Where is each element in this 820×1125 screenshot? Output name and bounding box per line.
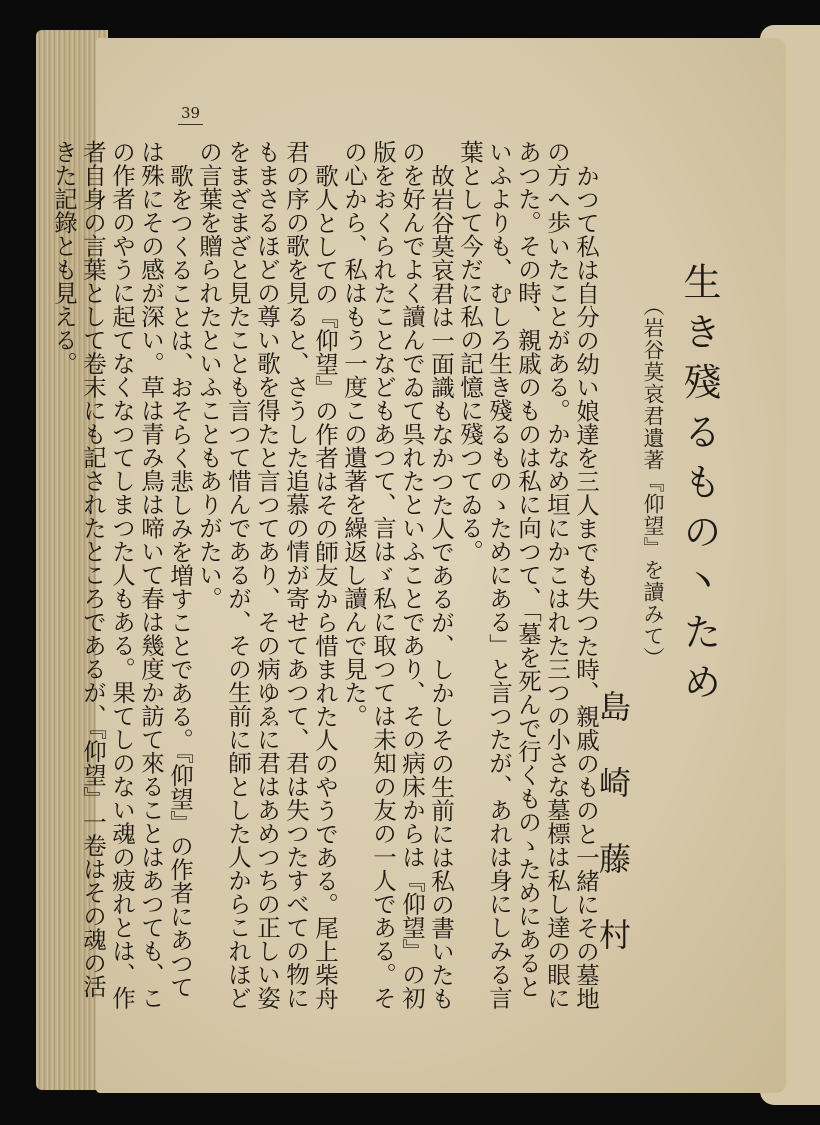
essay-title: 生き殘るもの丶ため	[677, 262, 721, 712]
author-name: 島崎藤村	[594, 690, 632, 994]
paragraph-4: 歌をつくることは、おそらく悲しみを増すことである。『仰望』の作者にあつては殊にその感が深い。草は青み鳥は啼いて春は幾度か訪て來ることはあつても、この作者のやうに起てなくなつてしまつた人もある。果てしのない魂の疲れとは、作者自身の言葉として卷末にも記されたところであるが、『仰望』一卷はその魂の活きた記錄とも見える。	[50, 140, 194, 1010]
paragraph-1: かつて私は自分の幼い娘達を三人までも失つた時、親戚のものと一緒にその墓地の方へ歩いたことがある。かなめ垣にかこはれた三つの小さな墓標は私し達の眼にあつた。その時、親戚のものは私に向つて、「墓を死んで行くものゝためにあるといふよりも、むしろ生き殘るものゝためにある」と言つたが、あれは身にしみる言葉として今だに私の記憶に殘つてゐる。	[456, 140, 600, 1010]
essay-subtitle: （岩谷莫哀君遺著『仰望』を讀みて）	[641, 295, 665, 669]
essay-body	[50, 140, 600, 1020]
paragraph-2: 故岩谷莫哀君は一面識もなかつた人であるが、しかしその生前には私の書いたものを好んでよく讀んでゐて呉れたといふことであり、その病床からは『仰望』の初版をおくられたことなどもあつて、言はゞ私に取つては未知の友の一人である。その心から、私はもう一度この遺著を繰返し讀んで見た。	[340, 140, 455, 1010]
page-number: 39	[178, 104, 203, 125]
paragraph-3: 歌人としての『仰望』の作者はその師友から惜まれた人のやうである。尾上柴舟君の序の歌を見ると、さうした追慕の情が寄せてあつて、君は失つたすべての物にもまさるほどの尊い歌を得たと言つてあり、その病ゆゑに君はあめつちの正しい姿をまざまざと見たことも言つて惜んであるが、その生前に師とした人からこれほどの言葉を贈られたといふこともありがたい。	[195, 140, 339, 1010]
